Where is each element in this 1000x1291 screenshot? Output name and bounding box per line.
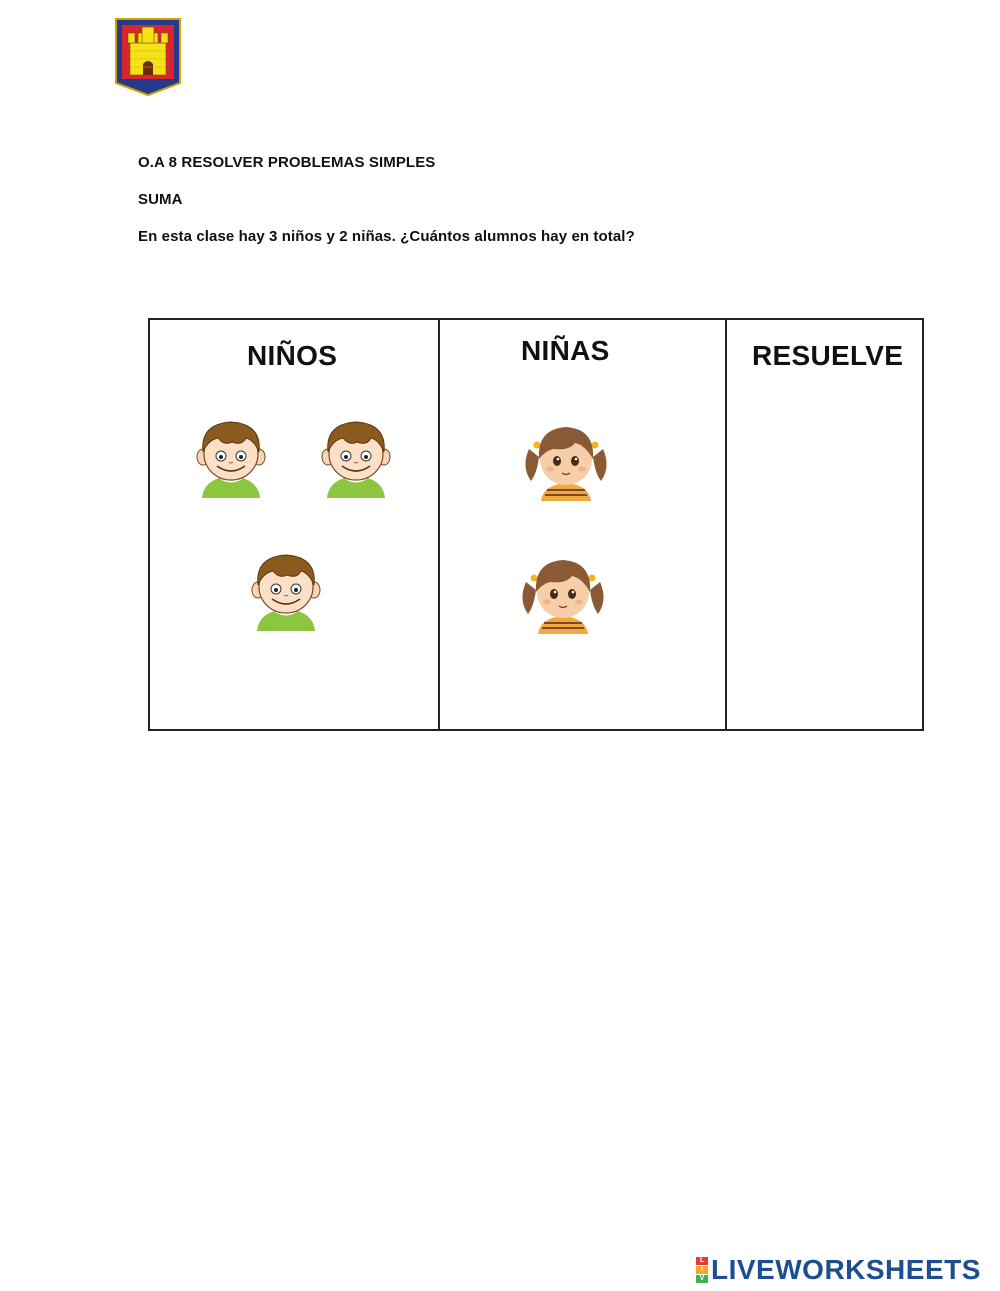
girl-face-icon — [520, 548, 606, 634]
learning-objective: O.A 8 RESOLVER PROBLEMAS SIMPLES — [138, 154, 436, 171]
logo-blocks — [696, 1257, 708, 1283]
liveworksheets-logo-icon — [696, 1254, 981, 1286]
column-title-ninos: NIÑOS — [247, 340, 338, 371]
castle-shield-icon — [114, 17, 182, 97]
column-ninos — [150, 320, 438, 729]
column-ninas — [438, 320, 725, 729]
column-title-resuelve: RESUELVE — [752, 340, 904, 371]
problem-table — [148, 318, 924, 731]
logo-letter: L — [696, 1257, 708, 1265]
logo-letter: I — [696, 1266, 708, 1274]
subject-label: SUMA — [138, 191, 183, 208]
boy-face-icon — [243, 545, 329, 631]
girl-face-icon — [523, 415, 609, 501]
logo-text: LIVEWORKSHEETS — [711, 1254, 981, 1285]
logo-letter: V — [696, 1275, 708, 1283]
column-title-ninas: NIÑAS — [521, 335, 610, 366]
boy-face-icon — [188, 412, 274, 498]
column-resuelve[interactable] — [725, 320, 922, 729]
boy-face-icon — [313, 412, 399, 498]
problem-question: En esta clase hay 3 niños y 2 niñas. ¿Cuántos alumnos hay en total? — [138, 228, 635, 245]
